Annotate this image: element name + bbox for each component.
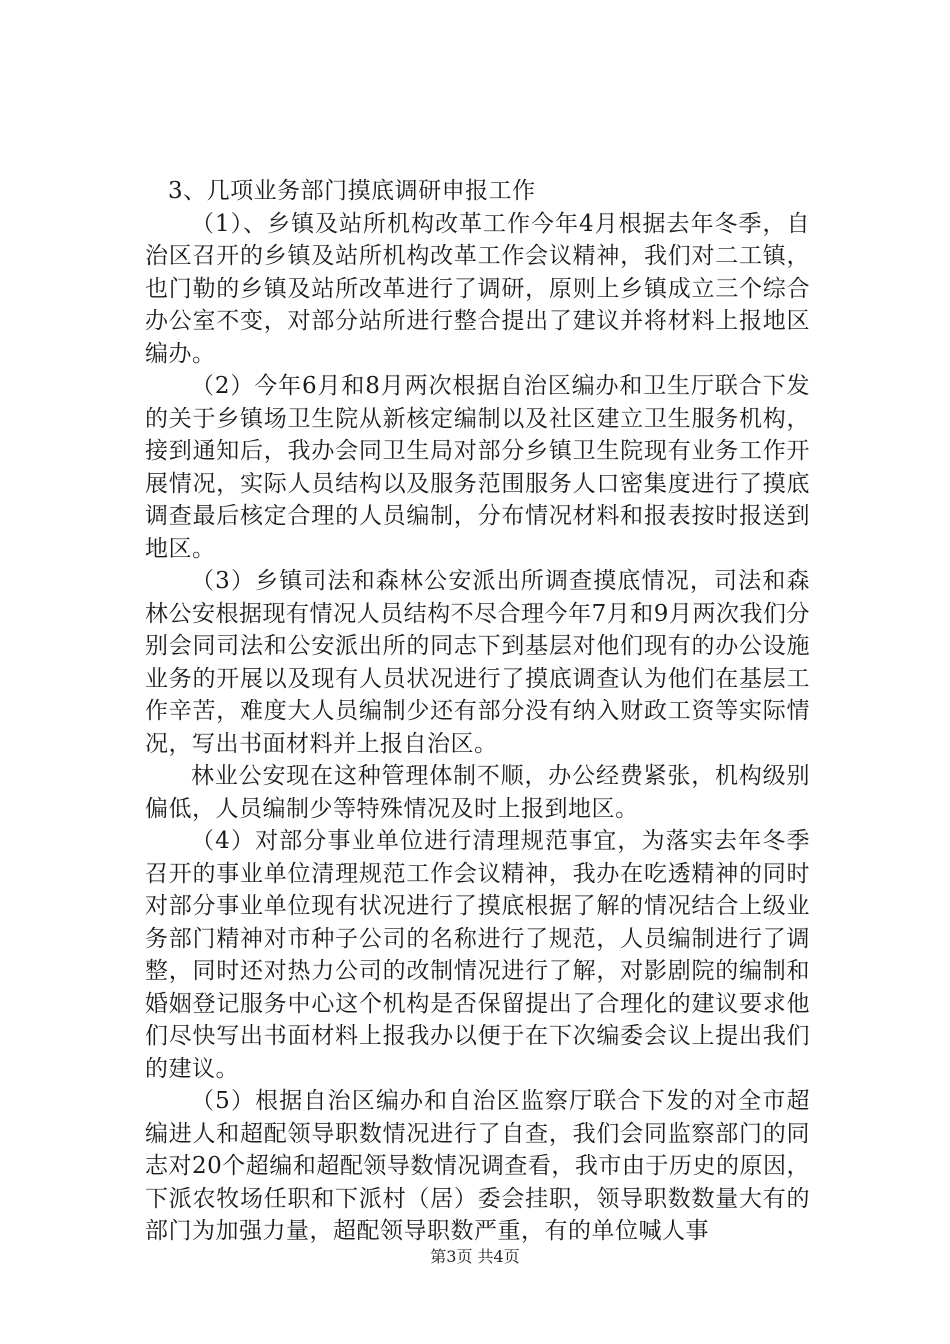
page-footer: 第3页 共4页	[430, 1247, 520, 1266]
paragraph-3: （3）乡镇司法和森林公安派出所调查摸底情况，司法和森林公安根据现有情况人员结构不尽合理今年7月和9月两次我们分别会同司法和公安派出所的同志下到基层对他们现有的办公设施业务的开展以及现有人员状况进行了摸底调查认为他们在基层工作辛苦，难度大人员编制少还有部分没有纳入财政工资等实际情况，写出书面材料并上报自治区。	[145, 568, 810, 757]
paragraph-2: （2）今年6月和8月两次根据自治区编办和卫生厅联合下发的关于乡镇场卫生院从新核定编制以及社区建立卫生服务机构，接到通知后，我办会同卫生局对部分乡镇卫生院现有业务工作开展情况，实际人员结构以及服务范围服务人口密集度进行了摸底调查最后核定合理的人员编制，分布情况材料和报表按时报送到地区。	[145, 373, 810, 562]
paragraph-5: （4）对部分事业单位进行清理规范事宜，为落实去年冬季召开的事业单位清理规范工作会议精神，我办在吃透精神的同时对部分事业单位现有状况进行了摸底根据了解的情况结合上级业务部门精神对市种子公司的名称进行了规范，人员编制进行了调整，同时还对热力公司的改制情况进行了解，对影剧院的编制和婚姻登记服务中心这个机构是否保留提出了合理化的建议要求他们尽快写出书面材料上报我办以便于在下次编委会议上提出我们的建议。	[145, 828, 810, 1082]
paragraph-6: （5）根据自治区编办和自治区监察厅联合下发的对全市超编进人和超配领导职数情况进行了自查，我们会同监察部门的同志对20个超编和超配领导数情况调查看，我市由于历史的原因，下派农牧场任职和下派村（居）委会挂职，领导职数数量大有的部门为加强力量，超配领导职数严重，有的单位喊人事	[145, 1088, 810, 1244]
paragraph-1: （1）、乡镇及站所机构改革工作今年4月根据去年冬季，自治区召开的乡镇及站所机构改革工作会议精神，我们对二工镇，也门勒的乡镇及站所改革进行了调研，原则上乡镇成立三个综合办公室不变，对部分站所进行整合提出了建议并将材料上报地区编办。	[145, 210, 810, 367]
section-heading: 3、几项业务部门摸底调研申报工作	[168, 178, 536, 204]
paragraph-4: 林业公安现在这种管理体制不顺，办公经费紧张，机构级别偏低，人员编制少等特殊情况及时上报到地区。	[145, 763, 810, 822]
document-body	[145, 175, 810, 1248]
